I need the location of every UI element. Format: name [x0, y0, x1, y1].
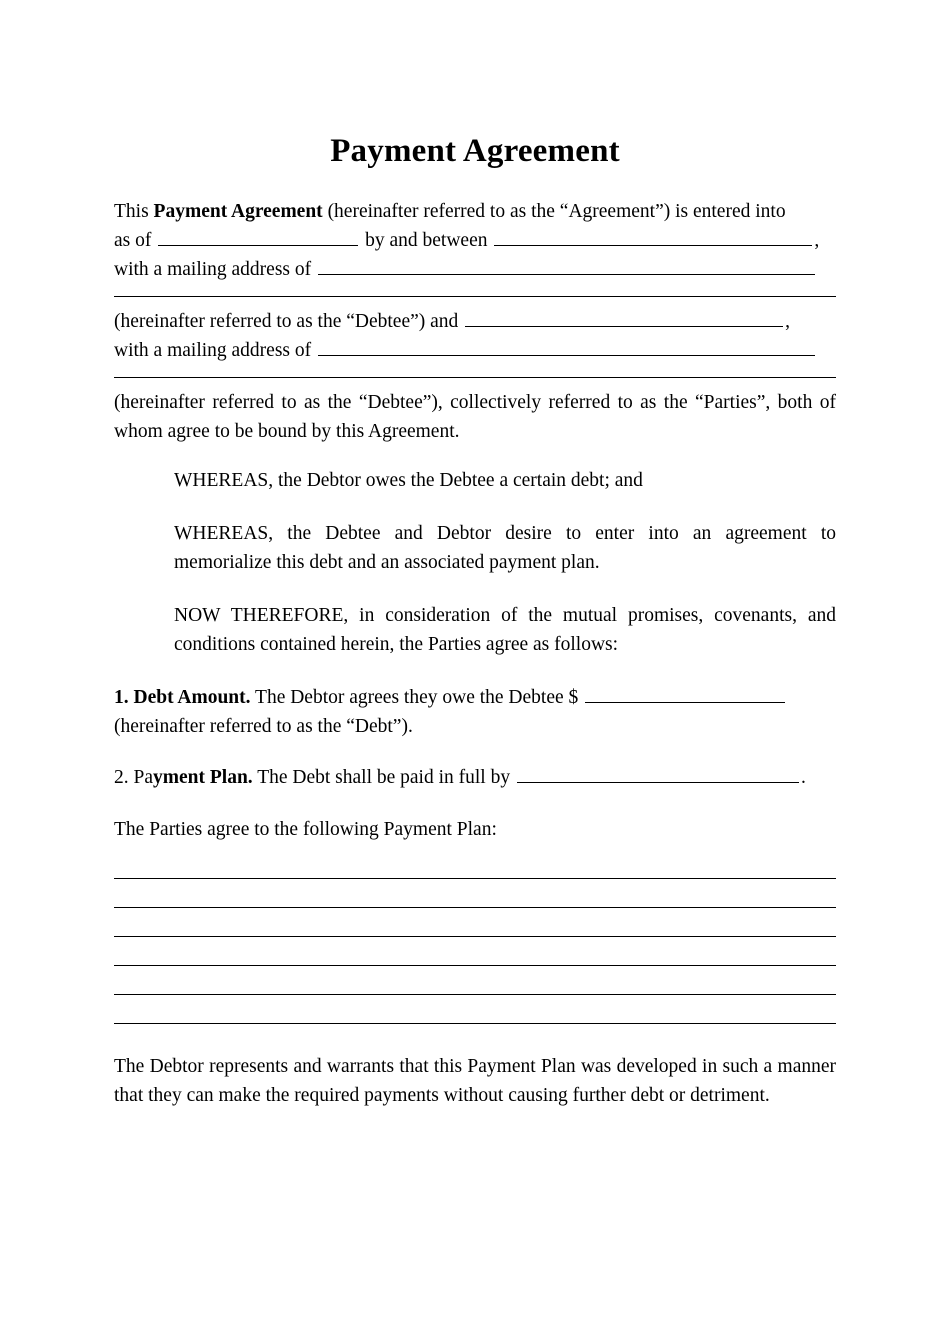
recital-3: NOW THEREFORE, in consideration of the mutual promises, covenants, and conditions contained herein, the Parties agree as follows: [174, 605, 836, 655]
blank-line[interactable] [114, 994, 836, 995]
payment-plan-heading-bold: yment Plan. [153, 767, 253, 788]
blank-line[interactable] [114, 878, 836, 879]
blank-line[interactable] [114, 936, 836, 937]
payment-plan-period: . [800, 767, 806, 788]
mailing-address-label-2: with a mailing address of [114, 340, 312, 361]
intro-line1-post: (hereinafter referred to as the “Agreement”) is entered into [322, 201, 786, 222]
debt-defined-text: (hereinafter referred to as the “Debt”). [114, 716, 413, 737]
intro-line2-end: , [814, 230, 820, 251]
blank-line[interactable] [114, 965, 836, 966]
intro-line1-pre: This [114, 201, 154, 222]
intro-line-4 [114, 307, 836, 336]
parties-clause: (hereinafter referred to as the “Debtee”), collectively referred to as the “Parties”, both of whom agree to be bound by this Agreement. [114, 392, 836, 442]
intro-line4-end: , [785, 311, 791, 332]
intro-line-1 [114, 197, 836, 226]
recital-1: WHEREAS, the Debtor owes the Debtee a certain debt; and [174, 470, 643, 491]
debtee-name-fill-field[interactable] [494, 226, 812, 246]
by-and-between-label: by and between [360, 230, 493, 251]
payment-plan-blank-lines [114, 878, 836, 1024]
debtor-address-fill-line-2[interactable] [114, 377, 836, 378]
payment-plan-line [114, 763, 836, 792]
debt-amount-line [114, 683, 836, 712]
section-payment-plan [114, 763, 836, 792]
page-title: Payment Agreement [330, 133, 620, 169]
intro-line-5 [114, 336, 836, 365]
representation-paragraph: The Debtor represents and warrants that this Payment Plan was developed in such a manner that they can make the required payments without causing further debt or detriment. [114, 1056, 836, 1106]
debtee-address-fill-line-2[interactable] [114, 296, 836, 297]
blank-line[interactable] [114, 1023, 836, 1024]
date-fill-field[interactable] [158, 226, 358, 246]
intro-paragraph [114, 197, 836, 446]
debtee-clause-label: (hereinafter referred to as the “Debtee”) and [114, 311, 464, 332]
recital-2: WHEREAS, the Debtee and Debtor desire to enter into an agreement to memorialize this debt and an associated payment plan. [174, 523, 836, 573]
payment-plan-text: The Debt shall be paid in full by [252, 767, 515, 788]
debt-amount-fill-field[interactable] [585, 683, 785, 703]
intro-line-2 [114, 226, 836, 255]
debtor-address-fill-field[interactable] [318, 336, 815, 356]
mailing-address-label-1: with a mailing address of [114, 259, 312, 280]
document-body [114, 170, 836, 1110]
blank-line[interactable] [114, 907, 836, 908]
debtor-name-fill-field[interactable] [465, 307, 783, 327]
section-debt-amount [114, 683, 836, 741]
payment-due-date-fill-field[interactable] [517, 763, 799, 783]
payment-plan-heading-plain: 2. Pa [114, 767, 153, 788]
debtee-address-fill-field[interactable] [318, 255, 815, 275]
debt-amount-text: The Debtor agrees they owe the Debtee $ [250, 687, 584, 708]
recitals-block [174, 466, 836, 659]
payment-plan-intro: The Parties agree to the following Payment Plan: [114, 819, 497, 840]
as-of-label: as of [114, 230, 157, 251]
intro-agreement-bold: Payment Agreement [153, 201, 323, 222]
debt-amount-heading: 1. Debt Amount. [114, 687, 251, 708]
intro-line-3 [114, 255, 836, 284]
